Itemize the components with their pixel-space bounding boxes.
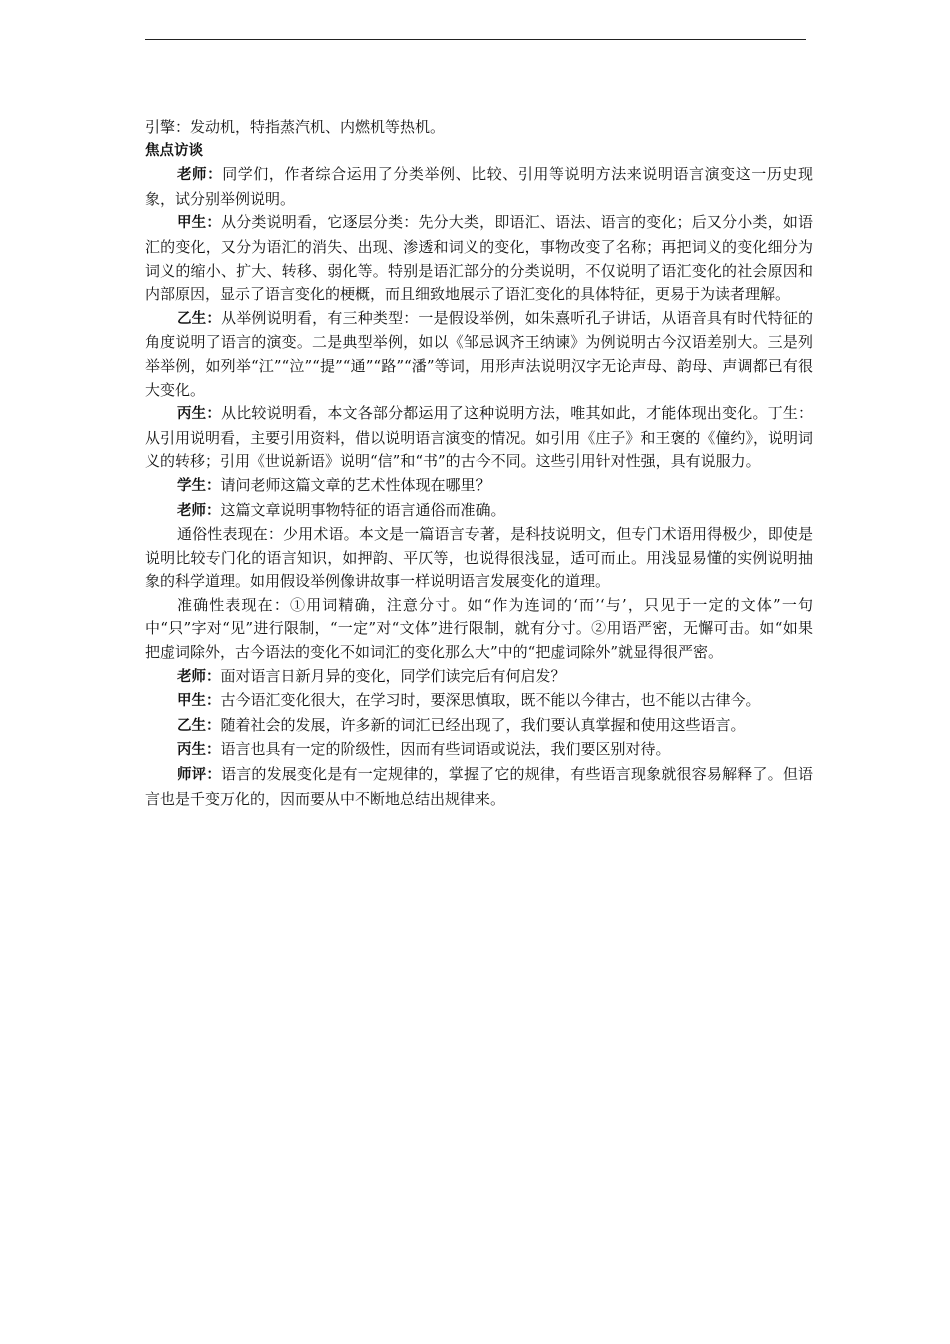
paragraph-text: 同学们，作者综合运用了分类举例、比较、引用等说明方法来说明语言演变这一历史现象，试分别举例说明。 — [145, 165, 813, 208]
speaker-label: 甲生： — [177, 693, 221, 710]
dialogue-paragraph — [145, 714, 813, 739]
intro-line: 引擎：发动机，特指蒸汽机、内燃机等热机。 — [145, 118, 446, 136]
dialogue-paragraph — [145, 738, 813, 763]
speaker-label: 乙生： — [177, 310, 222, 327]
header-rule — [145, 39, 806, 40]
paragraph-text: 从分类说明看，它逐层分类：先分大类，即语汇、语法、语言的变化；后又分小类，如语汇的变化，又分为语汇的消失、出现、渗透和词义的变化，事物改变了名称；再把词义的变化细分为词义的缩小、扩大、转移、弱化等。特别是语汇部分的分类说明，不仅说明了语汇变化的社会原因和内部原因，显示了语言变化的梗概，而且细致地展示了语汇变化的具体特征，更易于为读者理解。 — [145, 213, 814, 304]
paragraph-text: 这篇文章说明事物特征的语言通俗而准确。 — [220, 500, 506, 519]
paragraph-text: 请问老师这篇文章的艺术性体现在哪里？ — [220, 475, 491, 494]
speaker-label: 甲生： — [177, 215, 222, 232]
paragraph-text: 随着社会的发展，许多新的词汇已经出现了，我们要认真掌握和使用这些语言。 — [220, 715, 746, 734]
document-body — [145, 116, 813, 811]
dialogue-paragraph — [145, 499, 813, 524]
dialogue-paragraph — [145, 402, 813, 474]
paragraph-text: 从比较说明看，本文各部分都运用了这种说明方法，唯其如此，才能体现出变化。丁生：从引用说明看，主要引用资料，借以说明语言演变的情况。如引用《庄子》和王褒的《僮约》，说明词义的转移；引用《世说新语》说明“信”和“书”的古今不同。这些引用针对性强，具有说服力。 — [145, 404, 814, 471]
dialogue-paragraph — [145, 211, 813, 306]
speaker-label: 老师： — [177, 502, 221, 519]
dialogue-paragraph — [145, 163, 813, 211]
speaker-label: 乙生： — [177, 717, 221, 734]
paragraph-text: 通俗性表现在：少用术语。本文是一篇语言专著，是科技说明文，但专门术语用得极少，即使是说明比较专门化的语言知识，如押韵、平仄等，也说得很浅显，适可而止。用浅显易懂的实例说明抽象的科学道理。如用假设举例像讲故事一样说明语言发展变化的道理。 — [145, 525, 813, 591]
paragraph-text: 古今语汇变化很大，在学习时，要深思慎取，既不能以今律古，也不能以古律今。 — [220, 691, 761, 710]
speaker-label: 老师： — [177, 167, 223, 184]
body-paragraph — [145, 594, 813, 665]
dialogue-paragraph — [145, 474, 813, 499]
paragraph-text: 语言也具有一定的阶级性，因而有些词语或说法，我们要区别对待。 — [220, 740, 671, 759]
dialogue-paragraph — [145, 763, 813, 811]
section-title: 焦点访谈 — [145, 142, 203, 159]
speaker-label: 丙生： — [177, 742, 221, 759]
paragraph-text: 从举例说明看，有三种类型：一是假设举例，如朱熹听孔子讲话，从语音具有时代特征的角度说明了语言的演变。二是典型举例，如以《邹忌讽齐王纳谏》为例说明古今汉语差别大。三是列举举例，如列举“江”“泣”“提”“通”“路”“潘”等词，用形声法说明汉字无论声母、韵母、声调都已有很大变化。 — [145, 308, 814, 399]
speaker-label: 丙生： — [177, 406, 222, 423]
dialogue-paragraph — [145, 665, 813, 690]
paragraph-text: 面对语言日新月异的变化，同学们读完后有何启发？ — [220, 666, 566, 685]
dialogue-paragraph — [145, 689, 813, 714]
speaker-label: 师评： — [177, 767, 222, 784]
speaker-label: 学生： — [177, 477, 221, 494]
body-paragraph — [145, 523, 813, 594]
paragraph-text: 准确性表现在：①用词精确，注意分寸。如“作为连词的‘而’‘与’，只见于一定的文体”一句中“只”字对“见”进行限制，“一定”对“文体”进行限制，就有分寸。②用语严密，无懈可击。如“如果把虚词除外，古今语法的变化不如词汇的变化那么大”中的“把虚词除外”就显得很严密。 — [145, 595, 813, 662]
paragraph-text: 语言的发展变化是有一定规律的，掌握了它的规律，有些语言现象就很容易解释了。但语言也是千变万化的，因而要从中不断地总结出规律来。 — [145, 765, 814, 808]
dialogue-paragraph — [145, 307, 813, 402]
speaker-label: 老师： — [177, 668, 221, 685]
